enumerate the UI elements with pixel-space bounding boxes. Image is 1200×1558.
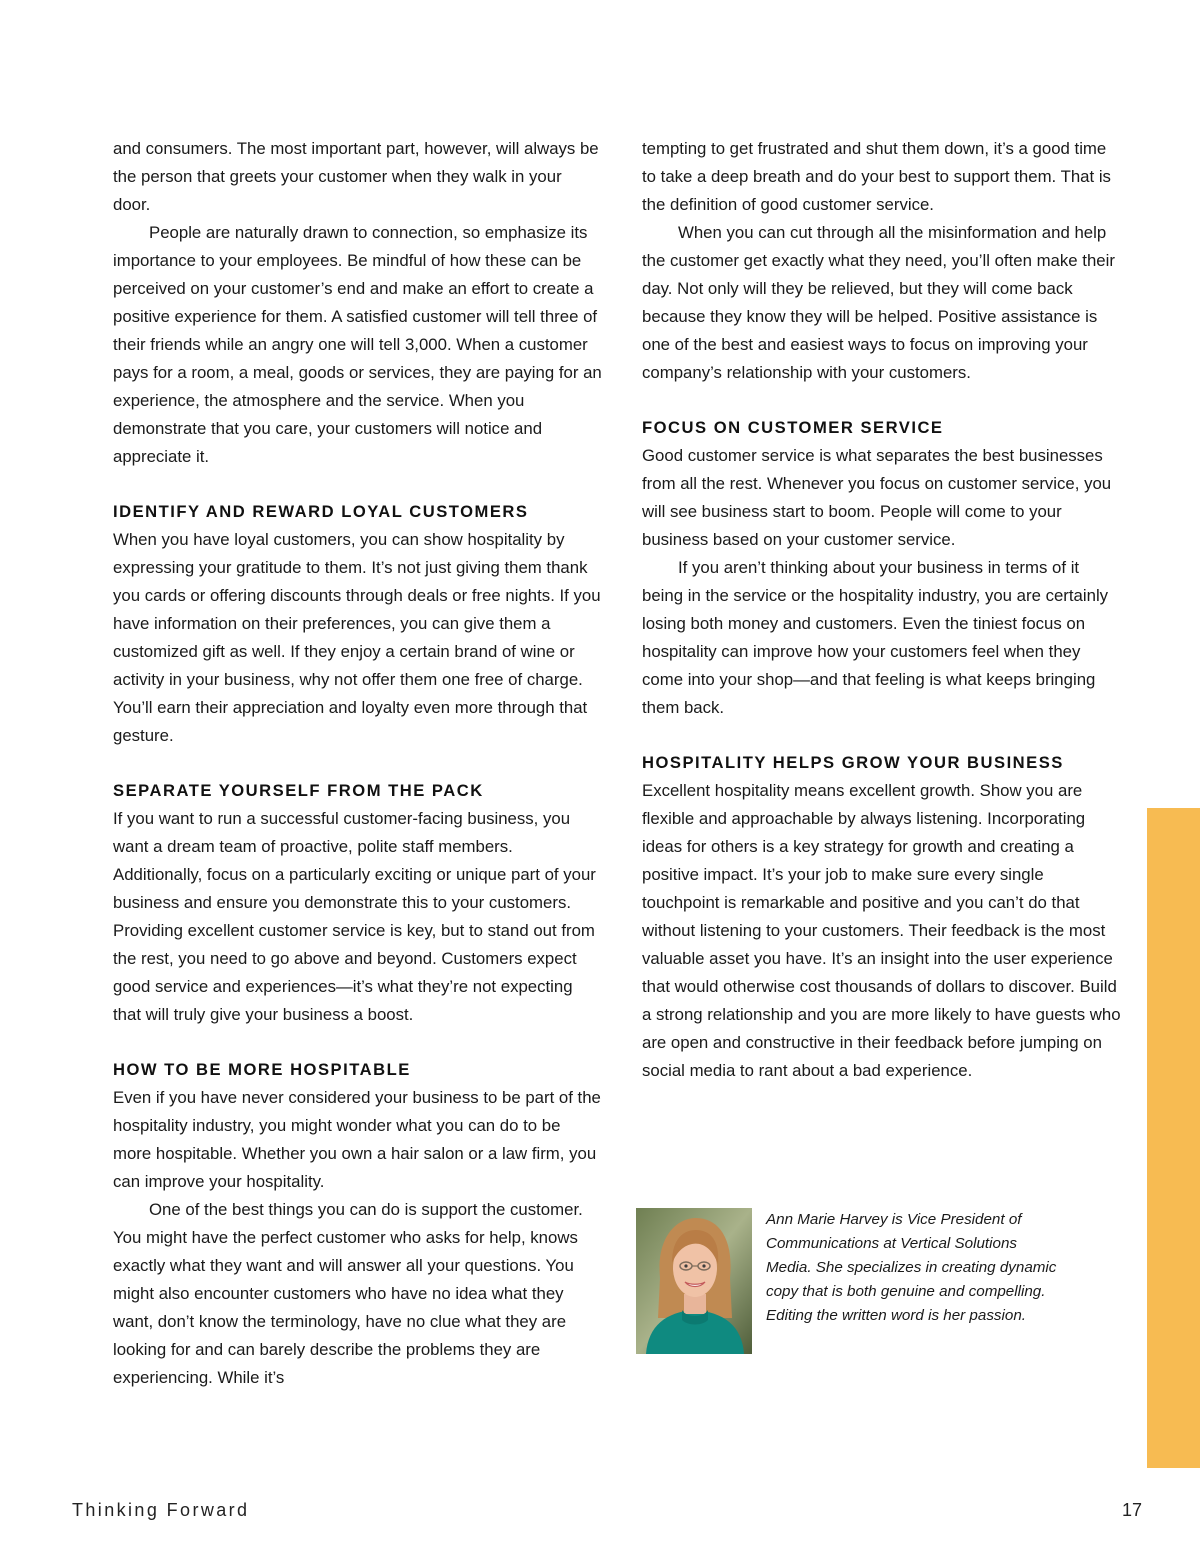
author-bio-text: Ann Marie Harvey is Vice President of Communications at Vertical Solutions Media. She specializes in creating dynamic copy that is both genuine and compelling. Editing the written word is her passion. <box>766 1211 1057 1324</box>
body-paragraph: If you aren’t thinking about your business in terms of it being in the service or the hospitality industry, you are certainly losing both money and customers. Even the tiniest focus on hospitality can improve how your customers feel when they come into your shop—and that feeling is what keeps bringing them back. <box>642 558 1109 717</box>
body-paragraph: One of the best things you can do is support the customer. You might have the perfect customer who asks for help, knows exactly what they want and will answer all your questions. You might also encounter customers who have no idea what they want, don’t know the terminology, have no clue what they are looking for and can barely describe the problems they are experiencing. While it’s <box>113 1200 583 1387</box>
body-paragraph: If you want to run a successful customer-facing business, you want a dream team of proactive, polite staff members. Additionally, focus on a particularly exciting or unique part of your business and ensure you demonstrate this to your customers. Providing excellent customer service is key, but to stand out from the rest, you need to go above and beyond. Customers expect good service and experiences—it’s what they’re not expecting that will truly give your business a boost. <box>113 809 596 1024</box>
body-paragraph: Good customer service is what separates the best businesses from all the rest. Whenever you focus on customer service, you will see business start to boom. People will come to your business based on your customer service. <box>642 446 1112 549</box>
author-photo <box>636 1208 752 1354</box>
body-paragraph: Excellent hospitality means excellent growth. Show you are flexible and approachable by always listening. Incorporating ideas for others is a key strategy for growth and creating a positive impact. It’s your job to make sure every single touchpoint is remarkable and positive and you can’t do that without listening to your customers. Their feedback is the most valuable asset you have. It’s an insight into the user experience that would otherwise cost thousands of dollars to discover. Build a strong relationship and you are more likely to have guests who are open and constructive in their feedback before jumping on social media to rant about a bad experience. <box>642 781 1121 1080</box>
accent-bar <box>1147 808 1200 1468</box>
section-heading: IDENTIFY AND REWARD LOYAL CUSTOMERS <box>113 502 529 521</box>
right-column <box>642 135 1122 1085</box>
body-paragraph: When you have loyal customers, you can show hospitality by expressing your gratitude to them. It’s not just giving them thank you cards or offering discounts through deals or free nights. If you have information on their preferences, you can give them a customized gift as well. If they enjoy a certain brand of wine or activity in your business, why not offer them one free of charge. You’ll earn their appreciation and loyalty even more through that gesture. <box>113 530 601 745</box>
body-paragraph: and consumers. The most important part, however, will always be the person that greets your customer when they walk in your door. <box>113 139 599 214</box>
section-heading: HOSPITALITY HELPS GROW YOUR BUSINESS <box>642 753 1064 772</box>
section-heading: SEPARATE YOURSELF FROM THE PACK <box>113 781 484 800</box>
author-bio <box>636 1208 1116 1358</box>
page-number: 17 <box>1122 1500 1143 1520</box>
body-paragraph: When you can cut through all the misinformation and help the customer get exactly what they need, you’ll often make their day. Not only will they be relieved, but they will come back because they know they will be helped. Positive assistance is one of the best and easiest ways to focus on improving your company’s relationship with your customers. <box>642 223 1115 382</box>
publication-title: Thinking Forward <box>72 1500 250 1520</box>
body-paragraph: tempting to get frustrated and shut them down, it’s a good time to take a deep breath and do your best to support them. That is the definition of good customer service. <box>642 139 1111 214</box>
section-heading: HOW TO BE MORE HOSPITABLE <box>113 1060 411 1079</box>
left-column <box>113 135 603 1392</box>
body-paragraph: People are naturally drawn to connection, so emphasize its importance to your employees. Be mindful of how these can be perceived on your customer’s end and make an effort to create a positive experience for them. A satisfied customer will tell three of their friends while an angry one will tell 3,000. When a customer pays for a room, a meal, goods or services, they are paying for an experience, the atmosphere and the service. When you demonstrate that you care, your customers will notice and appreciate it. <box>113 223 602 466</box>
section-heading: FOCUS ON CUSTOMER SERVICE <box>642 418 944 437</box>
body-paragraph: Even if you have never considered your business to be part of the hospitality industry, you might wonder what you can do to be more hospitable. Whether you own a hair salon or a law firm, you can improve your hospitality. <box>113 1088 601 1191</box>
